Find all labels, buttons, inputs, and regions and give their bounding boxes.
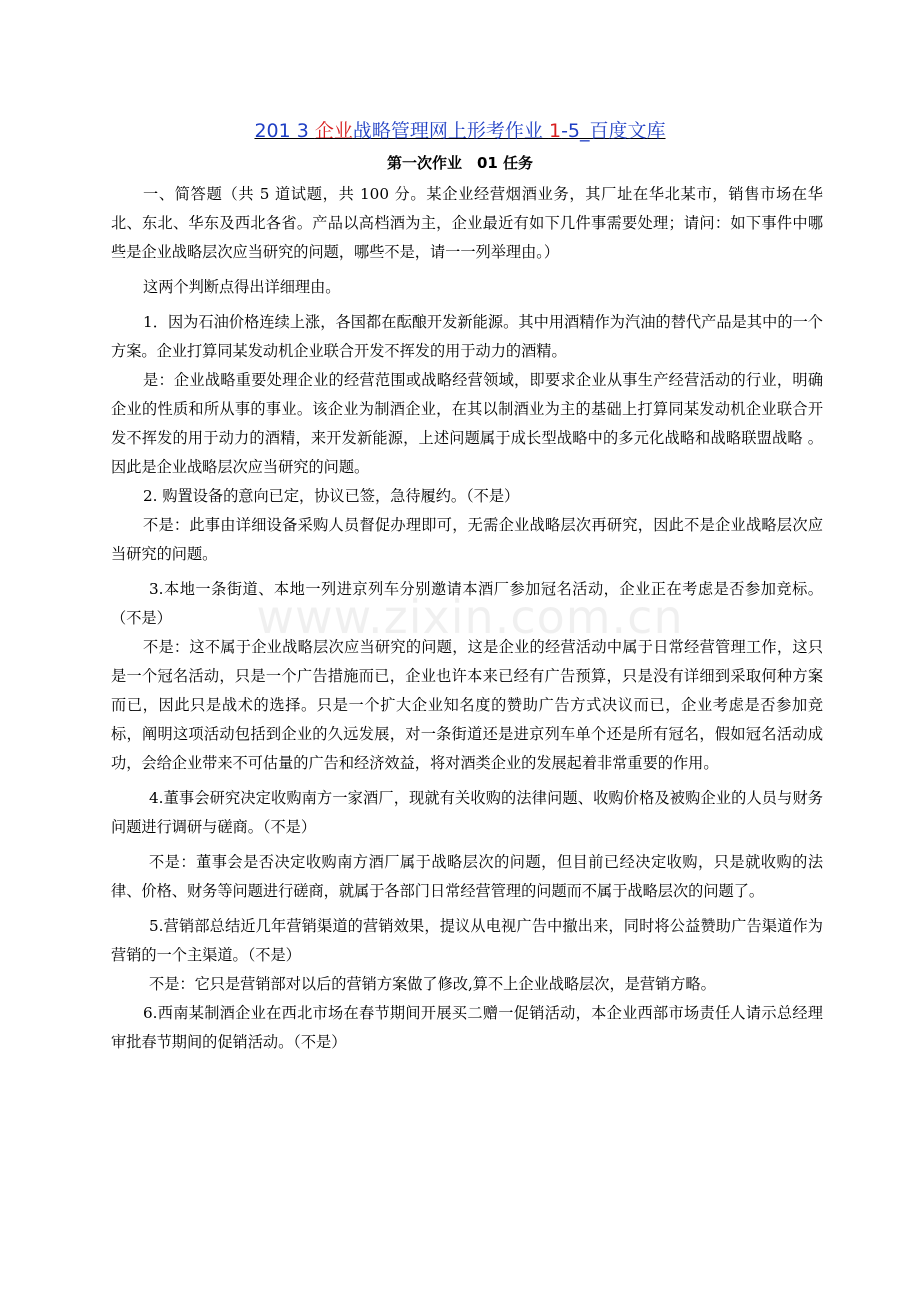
paragraph-item-6: 6.西南某制酒企业在西北市场在春节期间开展买二赠一促销活动，本企业西部市场责任人请示总经理审批春节期间的促销活动。（不是） — [111, 1004, 823, 1051]
paragraph-answer-4: 不是：董事会是否决定收购南方酒厂属于战略层次的问题，但目前已经决定收购，只是就收购的法 律、价格、财务等问题进行磋商，就属于各部门日常经营管理的问题而不属于战略层次的问题了。 — [111, 853, 823, 900]
document-title[interactable] — [0, 118, 920, 144]
paragraph-item-2: 2. 购置设备的意向已定，协议已签，急待履约。（不是） — [143, 487, 520, 505]
title-part-year: 201 3 — [254, 120, 315, 142]
paragraph-answer-5: 不是：它只是营销部对以后的营销方案做了修改,算不上企业战略层次，是营销方略。 — [149, 975, 716, 993]
document-subtitle: 第一次作业 01 任务 — [386, 154, 534, 172]
paragraph-item-3: 3.本地一条街道、本地一列进京列车分别邀请本酒厂参加冠名活动，企业正在考虑是否参加竞标。（不是） — [111, 580, 823, 627]
paragraph-answer-3: 不是：这不属于企业战略层次应当研究的问题，这是企业的经营活动中属于日常经营管理工作，这只是一个冠名活动，只是一个广告措施而已，企业也许本来已经有广告预算，只是没有详细到采取何种方案而已，因此只是战术的选择。只是一个扩大企业知名度的赞助广告方式决议而已，企业考虑是否参加竞标，阐明这项活动包括到企业的久远发展，对一条街道还是进京列车单个还是所有冠名，假如冠名活动成功，会给企业带来不可估量的广告和经济效益，将对酒类企业的发展起着非常重要的作用。 — [111, 638, 823, 772]
title-part-suffix: -5_百度文库 — [561, 120, 666, 142]
paragraph-item-4: 4.董事会研究决定收购南方一家酒厂，现就有关收购的法律问题、收购价格及被购企业的人员与财务问题进行调研与磋商。（不是） — [111, 789, 823, 836]
paragraph-item-1: 1．因为石油价格连续上涨，各国都在酝酿开发新能源。其中用酒精作为汽油的替代产品是其中的一个方案。企业打算同某发动机企业联合开发不挥发的用于动力的酒精。 — [111, 313, 823, 360]
title-part-company: 企业 — [314, 120, 353, 142]
title-link[interactable] — [254, 120, 665, 142]
paragraph-question-intro: 一、简答题（共 5 道试题，共 100 分。某企业经营烟酒业务，其厂址在华北某市，销售市场在华北、东北、华东及西北各省。产品以高档酒为主，企业最近有如下几件事需要处理；请问：如下事件中哪些是企业战略层次应当研究的问题，哪些不是，请一一列举理由。） — [111, 185, 823, 261]
document-body — [111, 180, 823, 1057]
title-part-number: 1 — [548, 120, 562, 142]
watermark: www.zixin.com.cn — [256, 590, 684, 644]
paragraph-answer-2: 不是：此事由详细设备采购人员督促办理即可，无需企业战略层次再研究，因此不是企业战略层次应当研究的问题。 — [111, 516, 823, 563]
paragraph-answer-1: 是：企业战略重要处理企业的经营范围或战略经营领域，即要求企业从事生产经营活动的行业，明确企业的性质和所从事的事业。该企业为制酒企业，在其以制酒业为主的基础上打算同某发动机企业联合开发不挥发的用于动力的酒精，来开发新能源，上述问题属于成长型战略中的多元化战略和战略联盟战略 。因此是企业战略层次应当研究的问题。 — [111, 371, 823, 476]
title-part-main: 战略管理网上形考作业 — [352, 120, 549, 142]
paragraph-item-5: 5.营销部总结近几年营销渠道的营销效果，提议从电视广告中撤出来，同时将公益赞助广告渠道作为营销的一个主渠道。（不是） — [111, 917, 823, 964]
paragraph-instruction: 这两个判断点得出详细理由。 — [143, 278, 341, 296]
